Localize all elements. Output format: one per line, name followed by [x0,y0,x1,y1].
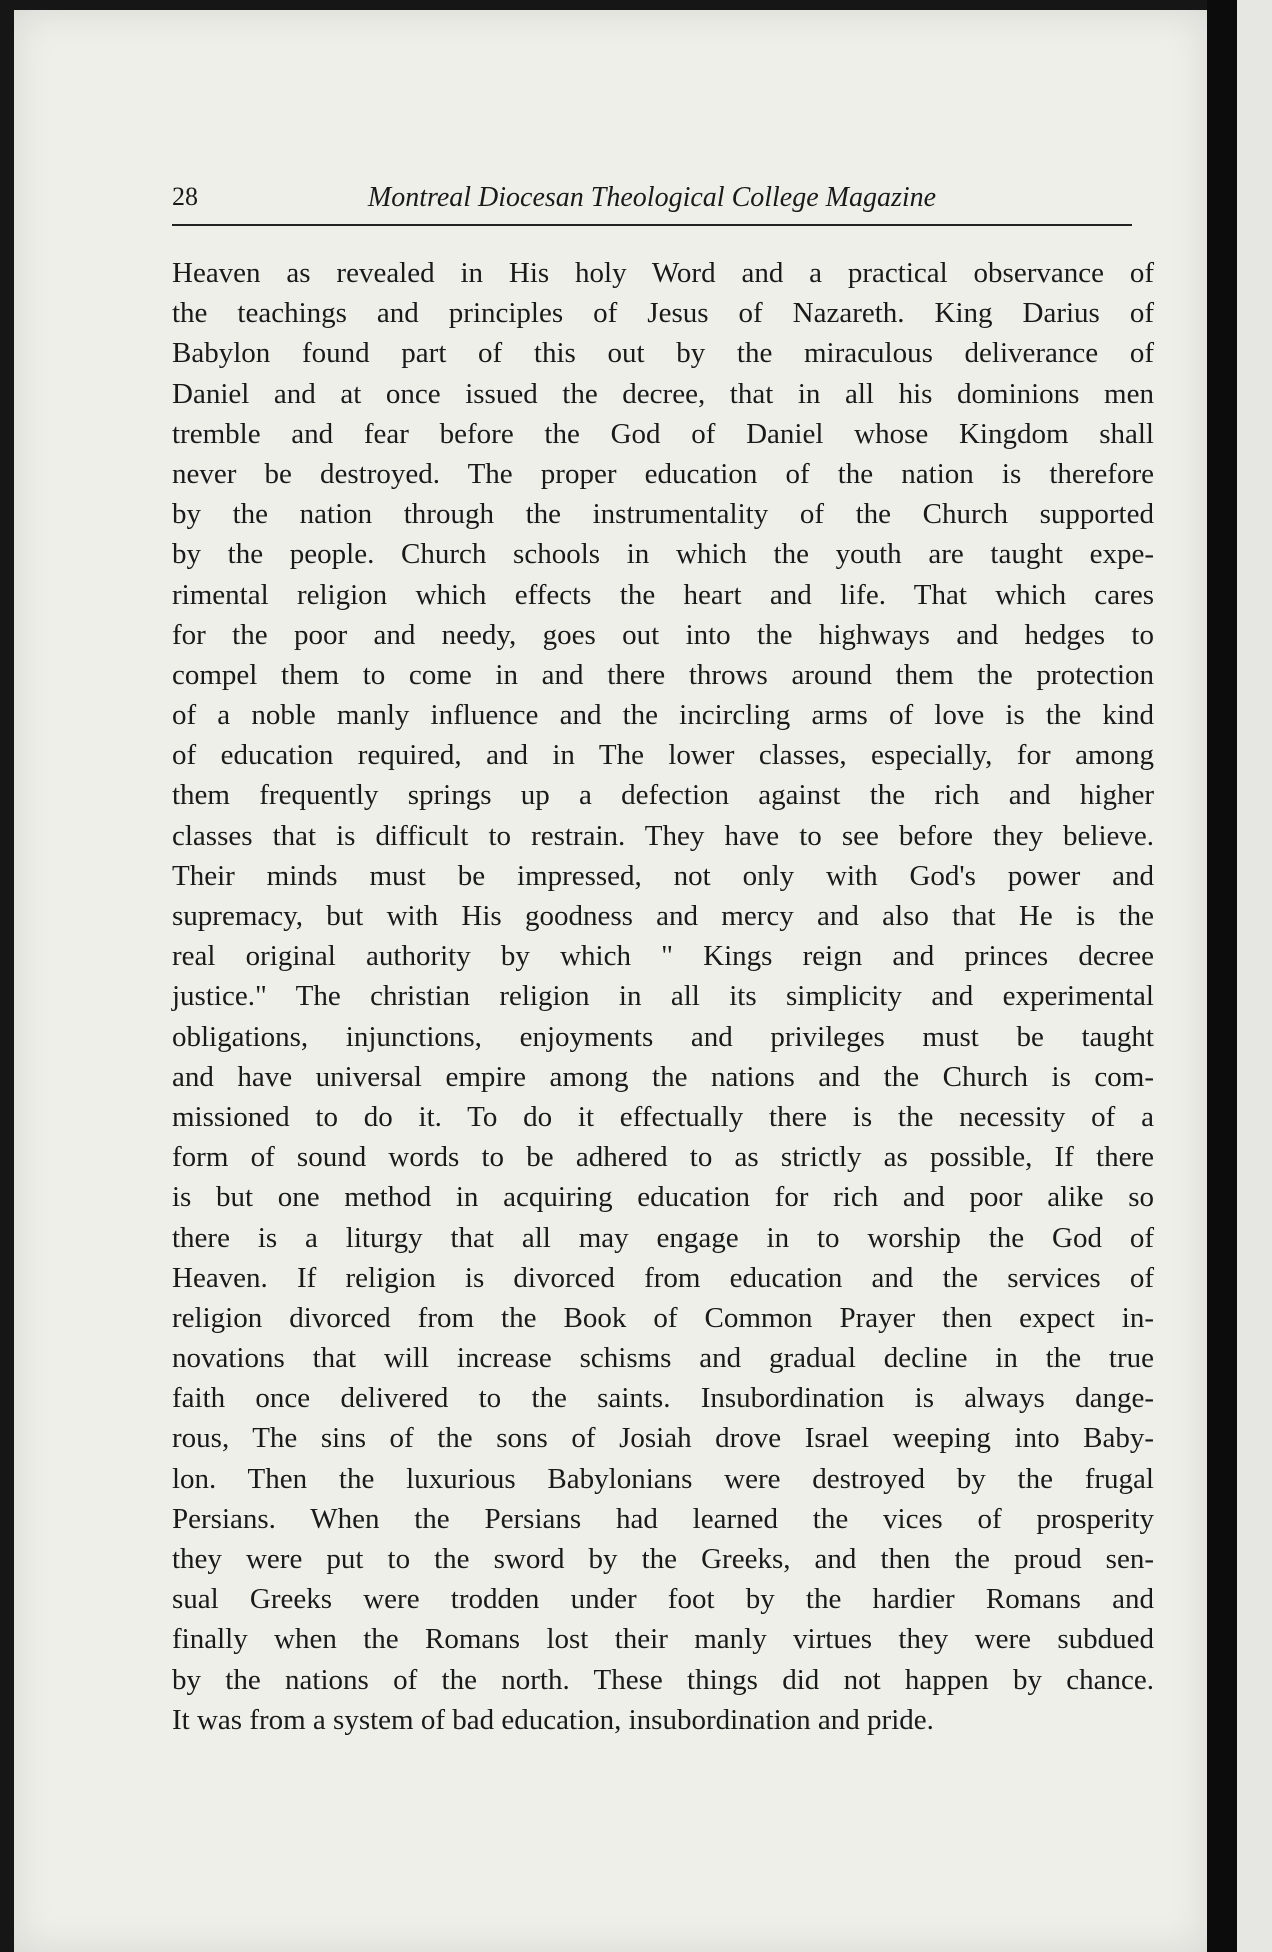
text-line: by the people. Church schools in which the youth are taught expe- [172,538,1154,571]
text-line: is but one method in acquiring education for rich and poor alike so [172,1181,1154,1214]
page-number: 28 [172,182,198,211]
text-line: It was from a system of bad education, insubordination and pride. [172,1703,934,1736]
text-line: Babylon found part of this out by the miraculous deliverance of [172,337,1154,370]
text-line: and have universal empire among the nations and the Church is com- [172,1060,1154,1093]
text-line: of a noble manly influence and the incircling arms of love is the kind [172,699,1154,732]
text-line: Persians. When the Persians had learned the vices of prosperity [172,1502,1154,1535]
text-line: there is a liturgy that all may engage in to worship the God of [172,1221,1154,1254]
text-line: obligations, injunctions, enjoyments and privileges must be taught [172,1020,1154,1053]
text-line: religion divorced from the Book of Common Prayer then expect in- [172,1301,1154,1334]
text-line: novations that will increase schisms and gradual decline in the true [172,1342,1154,1375]
text-line: rimental religion which effects the heart and life. That which cares [172,578,1154,611]
running-header [172,182,1132,222]
text-line: Their minds must be impressed, not only with God's power and [172,859,1154,892]
text-line: them frequently springs up a defection against the rich and higher [172,779,1154,812]
text-line: real original authority by which " Kings reign and princes decree [172,940,1154,973]
text-line: tremble and fear before the God of Daniel whose Kingdom shall [172,417,1154,450]
text-line: rous, The sins of the sons of Josiah drove Israel weeping into Baby- [172,1422,1154,1455]
text-line: compel them to come in and there throws around them the protection [172,658,1154,691]
body-text [172,253,1154,1740]
text-line: faith once delivered to the saints. Insubordination is always dange- [172,1382,1154,1415]
text-line: by the nation through the instrumentality of the Church supported [172,498,1154,531]
text-line: for the poor and needy, goes out into the highways and hedges to [172,618,1154,651]
text-line: lon. Then the luxurious Babylonians were destroyed by the frugal [172,1462,1154,1495]
text-line: the teachings and principles of Jesus of Nazareth. King Darius of [172,297,1154,330]
text-line: justice." The christian religion in all its simplicity and experimental [172,980,1154,1013]
text-line: of education required, and in The lower classes, especially, for among [172,739,1154,772]
text-line: Heaven as revealed in His holy Word and a practical observance of [172,257,1154,289]
text-line: never be destroyed. The proper education of the nation is therefore [172,457,1154,490]
text-line: form of sound words to be adhered to as strictly as possible, If there [172,1141,1154,1174]
text-line: sual Greeks were trodden under foot by the hardier Romans and [172,1583,1154,1616]
text-line: by the nations of the north. These things did not happen by chance. [172,1663,1154,1696]
text-line: missioned to do it. To do it effectually there is the necessity of a [172,1100,1154,1133]
text-line: supremacy, but with His goodness and mercy and also that He is the [172,900,1154,932]
text-line: Heaven. If religion is divorced from education and the services of [172,1261,1154,1294]
running-title: Montreal Diocesan Theological College Magazine [367,182,937,213]
adjacent-page-edge [1237,0,1272,1952]
text-line: finally when the Romans lost their manly virtues they were subdued [172,1623,1154,1656]
binding-shadow [1207,0,1237,1952]
text-line: Daniel and at once issued the decree, that in all his dominions men [172,377,1154,410]
text-line: classes that is difficult to restrain. They have to see before they believe. [172,819,1154,852]
header-rule [172,224,1132,226]
text-line: they were put to the sword by the Greeks, and then the proud sen- [172,1543,1154,1575]
